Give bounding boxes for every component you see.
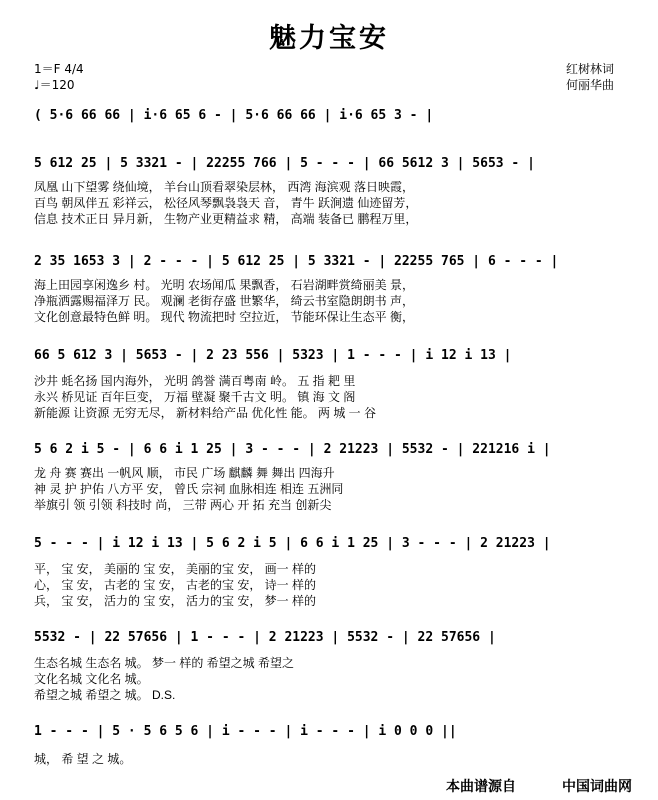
lyricist-credit: 红树林词 bbox=[566, 62, 615, 76]
staff-line-4: 66 5 612 3 | 5653 - | 2 23 556 | 5323 | 1 - - - | i 12 i 13 | bbox=[34, 348, 512, 363]
lyric-line: 信息 技术正日 异月新， 生物产业更精益求 精， 高端 装备已 鹏程万里， bbox=[34, 212, 418, 226]
lyric-line: 新能源 让资源 无穷无尽， 新材料给产品 优化性 能。 两 城 一 谷 bbox=[34, 406, 377, 420]
lyric-line: 净瓶洒露赐福泽万 民。 观澜 老街存盛 世繁华， 绮云书室隐朗朗书 声， bbox=[34, 294, 415, 308]
lyric-line: 神 灵 护 护佑 八方平 安， 曾氏 宗祠 血脉相连 相连 五洲同 bbox=[34, 482, 344, 496]
tempo-marking: ♩＝120 bbox=[34, 78, 75, 92]
lyric-line: 城， 希 望 之 城。 bbox=[34, 752, 132, 766]
staff-line-2: 5 612 25 | 5 3321 - | 22255 766 | 5 - - - | 66 5612 3 | 5653 - | bbox=[34, 156, 535, 171]
lyric-line: 永兴 桥见证 百年巨变， 万福 壁凝 聚千古文 明。 镇 海 文 阁 bbox=[34, 390, 356, 404]
staff-line-6: 5 - - - | i 12 i 13 | 5 6 2 i 5 | 6 6 i 1 25 | 3 - - - | 2 21223 | bbox=[34, 536, 551, 551]
staff-line-5: 5 6 2 i 5 - | 6 6 i 1 25 | 3 - - - | 2 21223 | 5532 - | 221216 i | bbox=[34, 442, 551, 457]
lyric-line: 举旗引 领 引领 科技时 尚， 三带 两心 开 拓 充当 创新尖 bbox=[34, 498, 332, 512]
lyric-line: 沙井 蚝名扬 国内海外， 光明 鸽誉 满百粤南 岭。 五 指 耙 里 bbox=[34, 374, 356, 388]
staff-line-1: ( 5·6 66 66 | i·6 65 6 - | 5·6 66 66 | i·6 65 3 - | bbox=[34, 108, 434, 123]
lyric-line: 平， 宝 安， 美丽的 宝 安， 美丽的宝 安， 画一 样的 bbox=[34, 562, 317, 576]
key-signature: 1＝F 4/4 bbox=[34, 62, 84, 76]
lyric-line: 生态名城 生态名 城。 梦一 样的 希望之城 希望之 bbox=[34, 656, 295, 670]
lyric-line: 龙 舟 赛 赛出 一帆风 顺， 市民 广场 麒麟 舞 舞出 四海升 bbox=[34, 466, 335, 480]
lyric-line: 百鸟 朝凤伴五 彩祥云， 松径风琴飘袅袅天 音， 青牛 跃涧遗 仙迹留芳， bbox=[34, 196, 418, 210]
lyric-line: 文化创意最特色鲜 明。 现代 物流把时 空拉近， 节能环保让生态平 衡， bbox=[34, 310, 415, 324]
staff-line-7: 5532 - | 22 57656 | 1 - - - | 2 21223 | 5532 - | 22 57656 | bbox=[34, 630, 496, 645]
lyric-line: 希望之城 希望之 城。 D.S. bbox=[34, 688, 176, 702]
composer-credit: 何丽华曲 bbox=[566, 78, 615, 92]
footer-site-name: 中国词曲网 bbox=[562, 779, 632, 795]
lyric-line: 凤凰 山下望雾 绕仙境， 羊台山顶看翠染层林， 西湾 海滨观 落日映霞， bbox=[34, 180, 415, 194]
lyric-line: 文化名城 文化名 城。 bbox=[34, 672, 149, 686]
staff-line-3: 2 35 1653 3 | 2 - - - | 5 612 25 | 5 3321 - | 22255 765 | 6 - - - | bbox=[34, 254, 559, 269]
page-title: 魅力宝安 bbox=[269, 23, 389, 54]
lyric-line: 心， 宝 安， 古老的 宝 安， 古老的宝 安， 诗一 样的 bbox=[34, 578, 317, 592]
footer-source-label: 本曲谱源自 bbox=[446, 779, 516, 795]
lyric-line: 海上田园享闲逸乡 村。 光明 农场闻瓜 果飘香， 石岩湖畔赏绮丽美 景， bbox=[34, 278, 415, 292]
lyric-line: 兵， 宝 安， 活力的 宝 安， 活力的宝 安， 梦一 样的 bbox=[34, 594, 317, 608]
staff-line-8: 1 - - - | 5 · 5 6 5 6 | i - - - | i - - - | i 0 0 0 || bbox=[34, 724, 457, 739]
